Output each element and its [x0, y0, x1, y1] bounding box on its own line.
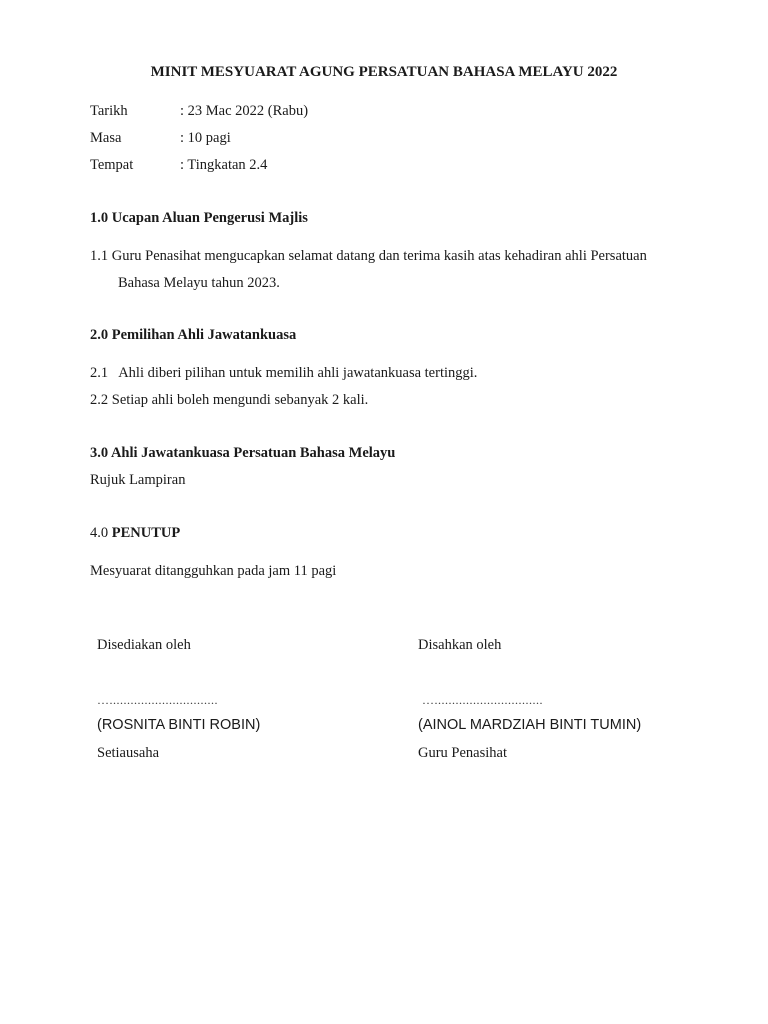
detail-value-place: : Tingkatan 2.4 [180, 157, 268, 173]
signature-line-right: …............................... [422, 693, 543, 707]
signatory-role-left: Setiausaha [97, 745, 160, 761]
signature-line-left: …............................... [97, 693, 218, 707]
section-1-item-1-line-2: Bahasa Melayu tahun 2023. [118, 275, 280, 291]
section-3-body: Rujuk Lampiran [90, 472, 186, 488]
section-2-item-2: 2.2 Setiap ahli boleh mengundi sebanyak 2 kali. [90, 392, 369, 408]
section-2-heading: 2.0 Pemilihan Ahli Jawatankuasa [90, 327, 297, 343]
prepared-by-caption: Disediakan oleh [97, 637, 191, 653]
detail-label-time: Masa [90, 130, 122, 146]
section-4-number: 4.0 [90, 525, 112, 541]
signatory-name-left: (ROSNITA BINTI ROBIN) [97, 717, 261, 733]
section-3-heading: 3.0 Ahli Jawatankuasa Persatuan Bahasa Melayu [90, 445, 396, 461]
section-4-heading: PENUTUP [111, 525, 181, 541]
section-4-heading-row [90, 525, 180, 542]
approved-by-caption: Disahkan oleh [418, 637, 502, 653]
section-2-item-1: 2.1 Ahli diberi pilihan untuk memilih ahli jawatankuasa tertinggi. [90, 365, 478, 381]
detail-label-date: Tarikh [90, 103, 128, 119]
signatory-name-right: (AINOL MARDZIAH BINTI TUMIN) [418, 717, 642, 733]
section-1-heading: 1.0 Ucapan Aluan Pengerusi Majlis [90, 210, 308, 226]
detail-label-place: Tempat [90, 157, 134, 173]
section-4-body: Mesyuarat ditangguhkan pada jam 11 pagi [90, 563, 337, 579]
section-1-item-1-line-1: 1.1 Guru Penasihat mengucapkan selamat datang dan terima kasih atas kehadiran ahli Persatuan [90, 248, 647, 264]
detail-value-date: : 23 Mac 2022 (Rabu) [180, 103, 309, 119]
signatory-role-right: Guru Penasihat [418, 745, 507, 761]
document-title: MINIT MESYUARAT AGUNG PERSATUAN BAHASA MELAYU 2022 [150, 64, 618, 80]
detail-value-time: : 10 pagi [180, 130, 231, 146]
